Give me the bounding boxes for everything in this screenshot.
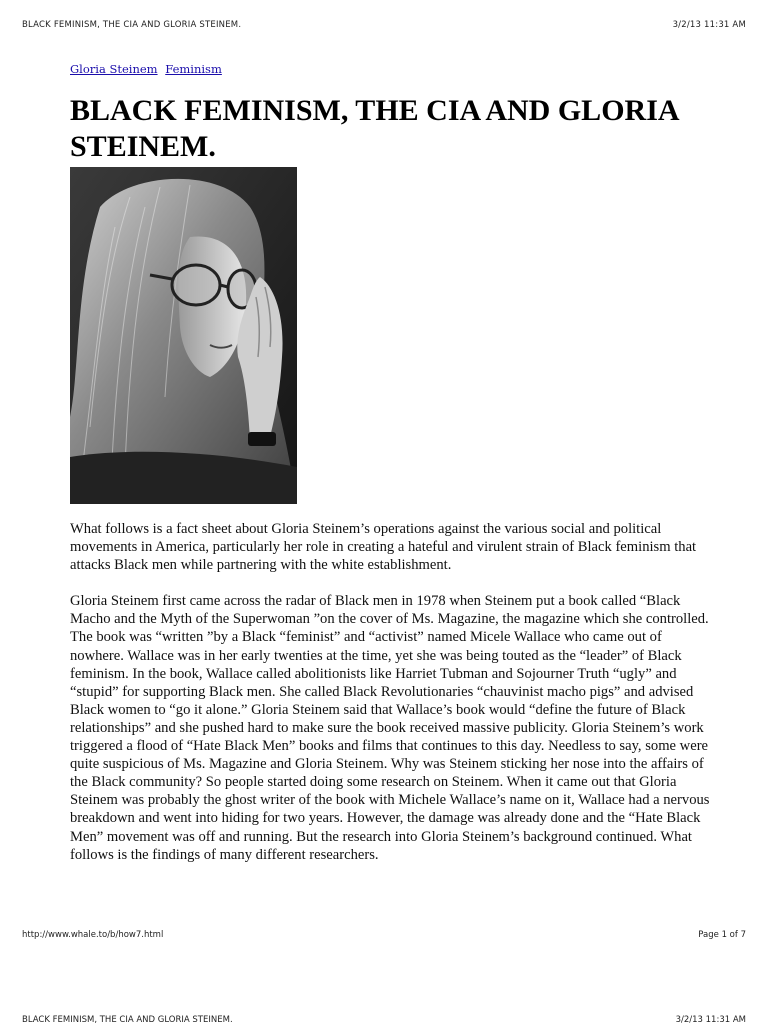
print-footer-page: Page 1 of 7 — [698, 930, 746, 940]
paragraph-intro: What follows is a fact sheet about Gloria Steinem’s operations against the various social and political movements in America, particularly her role in creating a hateful and virulent strain of Black feminism that attacks Black men while partnering with the white establishment. — [70, 521, 697, 574]
portrait-image — [70, 167, 297, 504]
print-footer — [22, 930, 746, 940]
print-header-title: BLACK FEMINISM, THE CIA AND GLORIA STEINEM. — [22, 20, 242, 30]
article-body — [70, 520, 710, 882]
next-page-header-title: BLACK FEMINISM, THE CIA AND GLORIA STEINEM. — [22, 1015, 233, 1025]
print-header — [22, 20, 746, 30]
article-photo — [70, 167, 297, 504]
print-footer-url: http://www.whale.to/b/how7.html — [22, 930, 164, 940]
article-title: BLACK FEMINISM, THE CIA AND GLORIA STEINEM. — [70, 94, 678, 163]
tag-link-feminism[interactable]: Feminism — [165, 62, 222, 76]
paragraph-main: Gloria Steinem first came across the radar of Black men in 1978 when Steinem put a book called “Black Macho and the Myth of the Superwoman ”on the cover of Ms. Magazine, the magazine which she controlled. The book was “written ”by a Black “feminist” and “activist” named Micele Wallace who came out of nowhere. Wallace was in her early twenties at the time, yet she was being touted as the “leader” of Black feminism. In the book, Wallace called abolitionists like Harriet Tubman and Sojourner Truth “ugly” and “stupid” for supporting Black men. She called Black Revolutionaries “chauvinist macho pigs” and advised Black women to “go it alone.” Gloria Steinem said that Wallace’s book would “define the future of Black relationships” and she pushed hard to make sure the book received massive publicity. Gloria Steinem’s work triggered a flood of “Hate Black Men” books and films that continues to this day. Needless to say, some were quite suspicious of Ms. Magazine and Gloria Steinem. Why was Steinem sticking her nose into the affairs of the Black community? So people started doing some research on Steinem. When it came out that Gloria Steinem was probably the ghost writer of the book with Michele Wallace’s name on it, Wallace had a nervous breakdown and went into hiding for two years. However, the damage was already done and the “Hate Black Men” movement was off and running. But the research into Gloria Steinem’s background continued. What follows is the findings of many different researchers. — [70, 593, 710, 863]
tag-links — [70, 62, 226, 76]
print-header-datetime: 3/2/13 11:31 AM — [672, 20, 746, 30]
tag-link-gloria-steinem[interactable]: Gloria Steinem — [70, 62, 158, 76]
next-page-header-datetime: 3/2/13 11:31 AM — [675, 1015, 746, 1025]
